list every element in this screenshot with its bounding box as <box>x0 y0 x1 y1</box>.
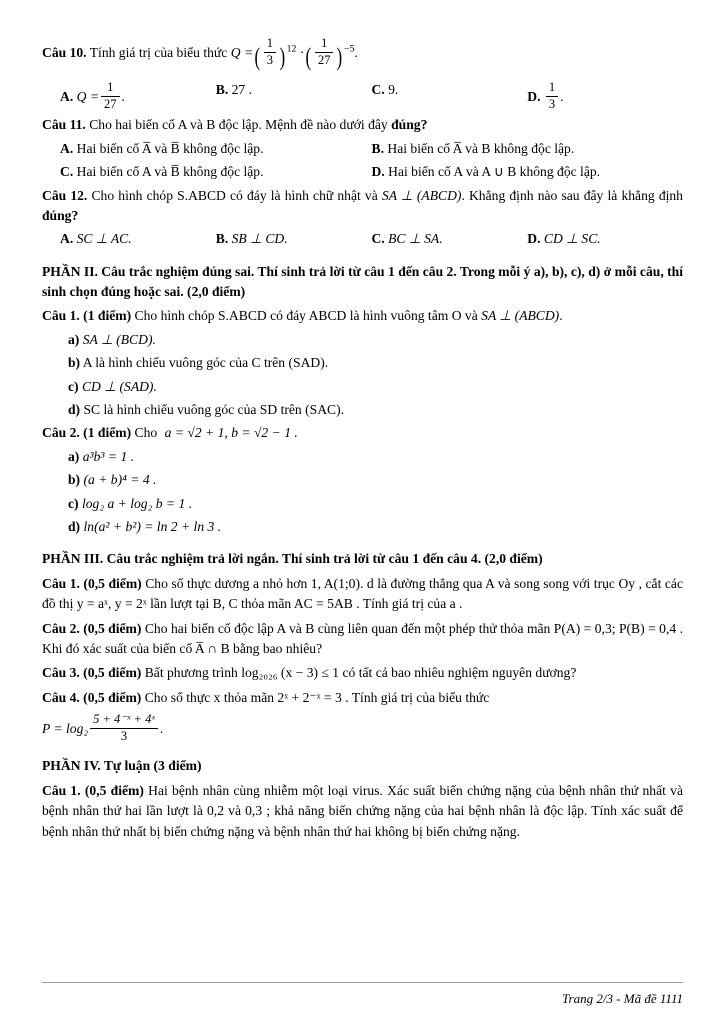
option-a-lead: Q = <box>76 88 100 104</box>
question-11-bold-tail: đúng? <box>391 117 428 133</box>
item-c-label: c) <box>68 378 79 394</box>
option-a-label: A. <box>60 231 74 247</box>
option-c-text: BC ⊥ SA. <box>388 231 443 247</box>
part2-q1-item-d[interactable] <box>68 400 683 420</box>
option-c-label: C. <box>371 82 385 98</box>
q10-fraction-2 <box>315 36 334 68</box>
item-c-label: c) <box>68 495 79 511</box>
part3-q1-text: Cho số thực dương a nhỏ hơn 1, A(1;0). d là đường thẳng qua A và song song với trục Oy , cắt các đồ thị y = aˣ, y = 2ˣ lần lượt tại B, C thỏa mãn AC = 5AB . Tính giá trị của a . <box>42 575 683 612</box>
question-11-options-row-1 <box>42 139 683 159</box>
part3-q3-label: Câu 3. (0,5 điểm) <box>42 665 142 681</box>
question-11-text: Cho hai biến cố A và B độc lập. Mệnh đề nào dưới đây <box>89 117 388 133</box>
question-12-option-b[interactable] <box>216 229 372 249</box>
part3-q4-tail: . <box>159 720 164 736</box>
question-12-option-c[interactable] <box>372 229 528 249</box>
question-11-option-a[interactable] <box>60 139 372 159</box>
part3-q2-text: Cho hai biến cố độc lập A và B cùng liên quan đến một phép thử thỏa mãn P(A) = 0,3; P(B) = 0,4 . Khi đó xác suất của biến cố A̅ ∩ B bằng bao nhiêu? <box>42 620 683 656</box>
q10-frac1-num: 1 <box>264 36 276 53</box>
option-a-label: A. <box>60 88 74 104</box>
option-b-label: B. <box>371 140 384 156</box>
item-a-label: a) <box>68 331 80 347</box>
part2-q2-item-c[interactable] <box>68 494 683 514</box>
question-11-option-b[interactable] <box>372 139 684 159</box>
part4-heading: PHẦN IV. Tự luận (3 điểm) <box>42 758 202 774</box>
q10-multiply-dot: · <box>299 44 305 60</box>
part4-question-1 <box>42 781 683 842</box>
question-12-option-a[interactable] <box>60 229 216 249</box>
question-11-options-row-2 <box>42 162 683 182</box>
question-11-stem <box>42 115 683 135</box>
question-10 <box>42 36 683 112</box>
item-c-text: log₂ a + log₂ b = 1 . <box>81 495 193 511</box>
part2-q1-label: Câu 1. (1 điểm) <box>42 308 132 324</box>
option-a-tail: . <box>121 88 125 104</box>
question-11-option-c[interactable] <box>60 162 372 182</box>
part3-q4-expr-lead: P = log₂ <box>42 720 89 736</box>
paren-close-2: ) <box>336 42 343 72</box>
question-12-text-1: Cho hình chóp S.ABCD có đáy là hình chữ nhật và <box>91 187 378 203</box>
option-d-text: CD ⊥ SC. <box>543 231 601 247</box>
option-b-text: SB ⊥ CD. <box>231 231 288 247</box>
part2-q2-item-d[interactable] <box>68 517 683 537</box>
part2-q2-text: Cho <box>134 425 158 441</box>
option-c-text: Hai biến cố A và B̅ không độc lập. <box>76 164 264 180</box>
part3-q2-label: Câu 2. (0,5 điểm) <box>42 620 142 636</box>
question-12-expression: SA ⊥ (ABCD) <box>381 187 462 203</box>
question-10-expression <box>230 36 358 72</box>
part4-q1-text: Hai bệnh nhân cùng nhiễm một loại virus. Xác suất biến chứng nặng của bệnh nhân thứ nhất và bệnh nhân thứ hai lần lượt là 0,2 và 0,3 ; khả năng biến chứng nặng của hai bệnh nhân là độc lập. Tính xác suất để bệnh nhân thứ nhất bị biến chứng nặng và bệnh nhân thứ hai không bị biến chứng nặng. <box>42 782 683 839</box>
option-a-num: 1 <box>101 80 120 97</box>
option-d-label: D. <box>371 164 385 180</box>
option-c-label: C. <box>60 164 74 180</box>
part3-q4-expression <box>42 712 683 744</box>
part3-q4-num: 5 + 4⁻ˣ + 4ˣ <box>90 712 158 729</box>
item-d-text: SC là hình chiếu vuông góc của SD trên (SAC). <box>83 402 345 418</box>
option-b-label: B. <box>215 82 229 98</box>
paren-open-1: ( <box>254 42 261 72</box>
question-10-option-d[interactable] <box>527 80 683 112</box>
part2-question-1 <box>42 306 683 420</box>
item-c-text: CD ⊥ (SAD). <box>81 378 157 394</box>
option-d-den: 3 <box>548 96 556 111</box>
q10-frac1-den: 3 <box>266 52 273 67</box>
part3-heading: PHẦN III. Câu trắc nghiệm trả lời ngắn. Thí sinh trả lời từ câu 1 đến câu 4. (2,0 điểm) <box>42 551 543 567</box>
q10-frac2-den: 27 <box>317 52 331 67</box>
option-c-text: 9. <box>388 82 399 98</box>
question-10-option-b[interactable] <box>216 80 372 112</box>
paren-close-1: ) <box>279 42 286 72</box>
part3-q4-text: Cho số thực x thỏa mãn 2ˣ + 2⁻ˣ = 3 . Tính giá trị của biểu thức <box>144 689 490 705</box>
option-c-label: C. <box>371 231 385 247</box>
option-d-label: D. <box>527 231 541 247</box>
q10-expr-lead: Q = <box>230 44 254 60</box>
part3-q4-label: Câu 4. (0,5 điểm) <box>42 689 142 705</box>
q10-period: . <box>354 44 358 60</box>
part3-question-4 <box>42 688 683 708</box>
question-12-options <box>42 229 683 249</box>
part2-heading: PHẦN II. Câu trắc nghiệm đúng sai. Thí sinh trả lời từ câu 1 đến câu 2. Trong mỗi ý a), b), c), d) ở mỗi câu, thí sinh chọn đúng hoặc sai. (2,0 điểm) <box>42 263 683 300</box>
item-a-text: SA ⊥ (BCD). <box>82 331 156 347</box>
item-a-label: a) <box>68 448 80 464</box>
part2-q1-item-b[interactable] <box>68 353 683 373</box>
question-12-option-d[interactable] <box>527 229 683 249</box>
item-b-label: b) <box>68 472 81 488</box>
option-b-text: 27 . <box>231 82 253 98</box>
item-b-label: b) <box>68 355 81 371</box>
option-b-label: B. <box>215 231 229 247</box>
question-10-label: Câu 10. <box>42 44 87 60</box>
question-10-text: Tính giá trị của biểu thức <box>89 44 228 60</box>
q10-frac2-num: 1 <box>315 36 334 53</box>
option-a-fraction <box>101 80 120 112</box>
question-12-stem <box>42 186 683 227</box>
item-d-label: d) <box>68 518 81 534</box>
part2-q2-label: Câu 2. (1 điểm) <box>42 425 132 441</box>
question-11-option-d[interactable] <box>372 162 684 182</box>
question-12-bold-tail: đúng? <box>42 207 79 223</box>
question-10-stem <box>42 36 683 77</box>
part4-q1-label: Câu 1. (0,5 điểm) <box>42 782 144 798</box>
q10-exponent-1: 12 <box>286 43 297 55</box>
option-a-text: Hai biến cố A̅ và B̅ không độc lập. <box>76 140 264 156</box>
option-d-tail: . <box>560 88 564 104</box>
item-d-text: ln(a² + b²) = ln 2 + ln 3 . <box>83 518 222 534</box>
part2-q2-item-a[interactable] <box>68 447 683 467</box>
part2-q1-item-a[interactable] <box>68 330 683 350</box>
q10-fraction-1 <box>264 36 276 68</box>
option-d-num: 1 <box>546 80 558 97</box>
q10-exponent-2: −5 <box>344 43 355 55</box>
option-a-label: A. <box>60 140 74 156</box>
part3-question-3 <box>42 663 683 683</box>
part2-q2-given: a = √2 + 1, b = √2 − 1 . <box>164 425 298 441</box>
item-d-label: d) <box>68 402 81 418</box>
item-b-text: (a + b)⁴ = 4 . <box>83 472 157 488</box>
question-10-option-a[interactable] <box>60 80 216 112</box>
part2-q1-text-3: . <box>559 308 563 324</box>
option-a-text: SC ⊥ AC. <box>76 231 132 247</box>
option-a-den: 27 <box>104 96 117 111</box>
option-d-label: D. <box>527 88 541 104</box>
question-12 <box>42 186 683 250</box>
page-footer: Trang 2/3 - Mã đề 1111 <box>42 982 683 1009</box>
question-10-options <box>42 80 683 112</box>
part2-q1-expression: SA ⊥ (ABCD) <box>481 308 560 324</box>
part2-question-1-stem <box>42 306 683 326</box>
option-d-text: Hai biến cố A và A ∪ B không độc lập. <box>388 164 601 180</box>
option-d-fraction <box>546 80 558 112</box>
part3-question-2 <box>42 619 683 660</box>
question-10-option-c[interactable] <box>372 80 528 112</box>
question-11-label: Câu 11. <box>42 117 86 133</box>
part3-q4-den: 3 <box>120 728 128 743</box>
part3-q4-fraction <box>90 712 158 744</box>
part2-q1-item-c[interactable] <box>68 377 683 397</box>
part3-q3-text: Bất phương trình log₂₀₂₆ (x − 3) ≤ 1 có tất cả bao nhiêu nghiệm nguyên dương? <box>144 665 577 681</box>
option-b-text: Hai biến cố A̅ và B không độc lập. <box>387 140 575 156</box>
part2-question-2 <box>42 423 683 537</box>
item-b-text: A là hình chiếu vuông góc của C trên (SAD). <box>82 355 329 371</box>
part3-question-1 <box>42 574 683 615</box>
item-a-text: a³b³ = 1 . <box>82 448 135 464</box>
question-12-text-3: . Khẳng định nào sau đây là khẳng định <box>461 187 683 203</box>
part2-q1-text-1: Cho hình chóp S.ABCD có đáy ABCD là hình vuông tâm O và <box>134 308 478 324</box>
paren-open-2: ( <box>305 42 312 72</box>
part2-question-2-stem <box>42 423 683 443</box>
question-11 <box>42 115 683 182</box>
part2-q2-item-b[interactable] <box>68 470 683 490</box>
question-12-label: Câu 12. <box>42 187 88 203</box>
part3-q1-label: Câu 1. (0,5 điểm) <box>42 575 142 591</box>
